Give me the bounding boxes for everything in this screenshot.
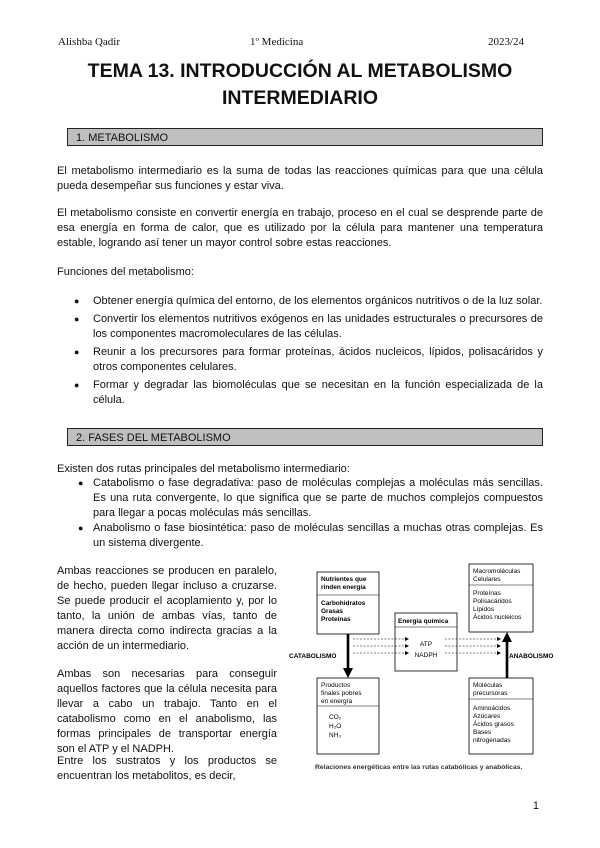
precursor-item: Bases (473, 729, 492, 736)
energy-title: Energía química (398, 618, 449, 625)
list-item: ● Anabolismo o fase biosintética: paso de moléculas sencillas a muchas otras complejas. Es un sistema divergente. (57, 521, 543, 551)
page-title (60, 58, 540, 112)
products-title-1: Productos (321, 682, 351, 689)
precursor-item: Ácidos grasos (473, 721, 514, 728)
precursor-item: nitrogenadas (473, 737, 511, 744)
macro-title-1: Macromoléculas (473, 568, 521, 575)
list-item: ● Convertir los elementos nutritivos exógenos en las unidades estructurales o precursores de los componentes macromoleculares de las células. (57, 312, 543, 342)
functions-list (57, 294, 543, 411)
section-heading-metabolismo: 1. METABOLISMO (67, 128, 543, 146)
header-year: 2023/24 (487, 36, 524, 48)
paragraph-metabolites: Entre los sustratos y los productos se encuentran los metabolitos, es decir, (57, 755, 277, 782)
header-course: 1º Medicina (250, 36, 304, 48)
precursors-title-1: Moléculas (473, 682, 503, 689)
paragraph-parallel: Ambas reacciones se producen en paralelo, de hecho, pueden llegar incluso a cruzarse. Se puede producir el acoplamiento y, por lo tanto, la unión de ambas vías, tanto de manera directa como indirecta gracias a la acción de un intermediario. (57, 565, 277, 652)
energy-item-nadph: NADPH (414, 652, 438, 659)
nutrient-item: Grasas (321, 608, 344, 615)
macro-item: Proteínas (473, 590, 501, 597)
macro-item: Lípidos (473, 606, 494, 613)
nutrient-item: Carbohidratos (321, 600, 366, 607)
list-item: ● Formar y degradar las biomoléculas que se necesitan en la función especializada de la célula. (57, 378, 543, 408)
products-title-3: en energía (321, 698, 353, 705)
energy-item-atp: ATP (419, 641, 433, 648)
paragraph-necessary: Ambas son necesarias para conseguir aquellos factores que la célula necesita para llevar a cabo un trabajo. Tanto en el catabolismo como en el anabolismo, las formas principales de transportar energía son el ATP y el NADPH. (57, 668, 277, 755)
paragraph-energy: El metabolismo consiste en convertir energía en trabajo, proceso en el cual se desprende parte de esa energía en forma de calor, que es utilizado por la célula para mantener una temperatura estable, logrando así tener un mayor control sobre estas reacciones. (57, 207, 543, 249)
page-number: 1 (532, 800, 539, 812)
metabolism-energy-diagram (287, 556, 554, 776)
title-line-1: TEMA 13. INTRODUCCIÓN AL METABOLISMO (87, 60, 513, 82)
precursor-item: Aminoácidos (473, 705, 511, 712)
header-author: Alishba Qadir (58, 36, 121, 48)
products-title-2: finales pobres (321, 690, 362, 697)
nutrient-item: Proteínas (321, 616, 351, 623)
product-item: H₂O (329, 723, 342, 730)
macro-item: Ácidos nucleicos (473, 614, 522, 621)
title-line-2: INTERMEDIARIO (222, 87, 378, 109)
product-item: NH₃ (329, 732, 342, 739)
precursor-item: Azúcares (473, 713, 501, 720)
routes-list (57, 476, 543, 551)
section-heading-fases: 2. FASES DEL METABOLISMO (67, 428, 543, 446)
list-item: ● Obtener energía química del entorno, de los elementos orgánicos nutritivos o de la luz solar. (57, 294, 543, 309)
product-item: CO₂ (329, 714, 342, 721)
macro-title-2: Celulares (473, 576, 501, 583)
products-box (317, 678, 379, 754)
energy-box (395, 613, 457, 671)
functions-label: Funciones del metabolismo: (57, 266, 194, 278)
nutrients-title-2: rinden energía (321, 584, 366, 591)
nutrients-title-1: Nutrientes que (321, 576, 367, 583)
catabolism-label: CATABOLISMO (289, 653, 337, 660)
macro-item: Polisacáridos (473, 598, 512, 605)
precursors-box (469, 678, 533, 754)
paragraph-definition: El metabolismo intermediario es la suma de todas las reacciones químicas para que una célula pueda desempeñar sus funciones y estar viva. (57, 165, 543, 192)
list-item: ● Catabolismo o fase degradativa: paso de moléculas complejas a moléculas más sencillas. Es una ruta convergente, lo que significa que se parte de muchos complejos compuestos para llegar a pocas moléculas más sencillas. (57, 476, 543, 521)
list-item: ● Reunir a los precursores para formar proteínas, ácidos nucleicos, lípidos, polisacáridos y otros componentes celulares. (57, 345, 543, 375)
anabolism-label: ANABOLISMO (509, 653, 554, 660)
diagram-caption: Relaciones energéticas entre las rutas catabólicas y anabólicas. (315, 764, 523, 771)
precursors-title-2: precursoras (473, 690, 508, 697)
nutrients-box (317, 572, 379, 634)
macromolecules-box (469, 564, 533, 632)
routes-intro: Existen dos rutas principales del metabolismo intermediario: (57, 463, 350, 475)
